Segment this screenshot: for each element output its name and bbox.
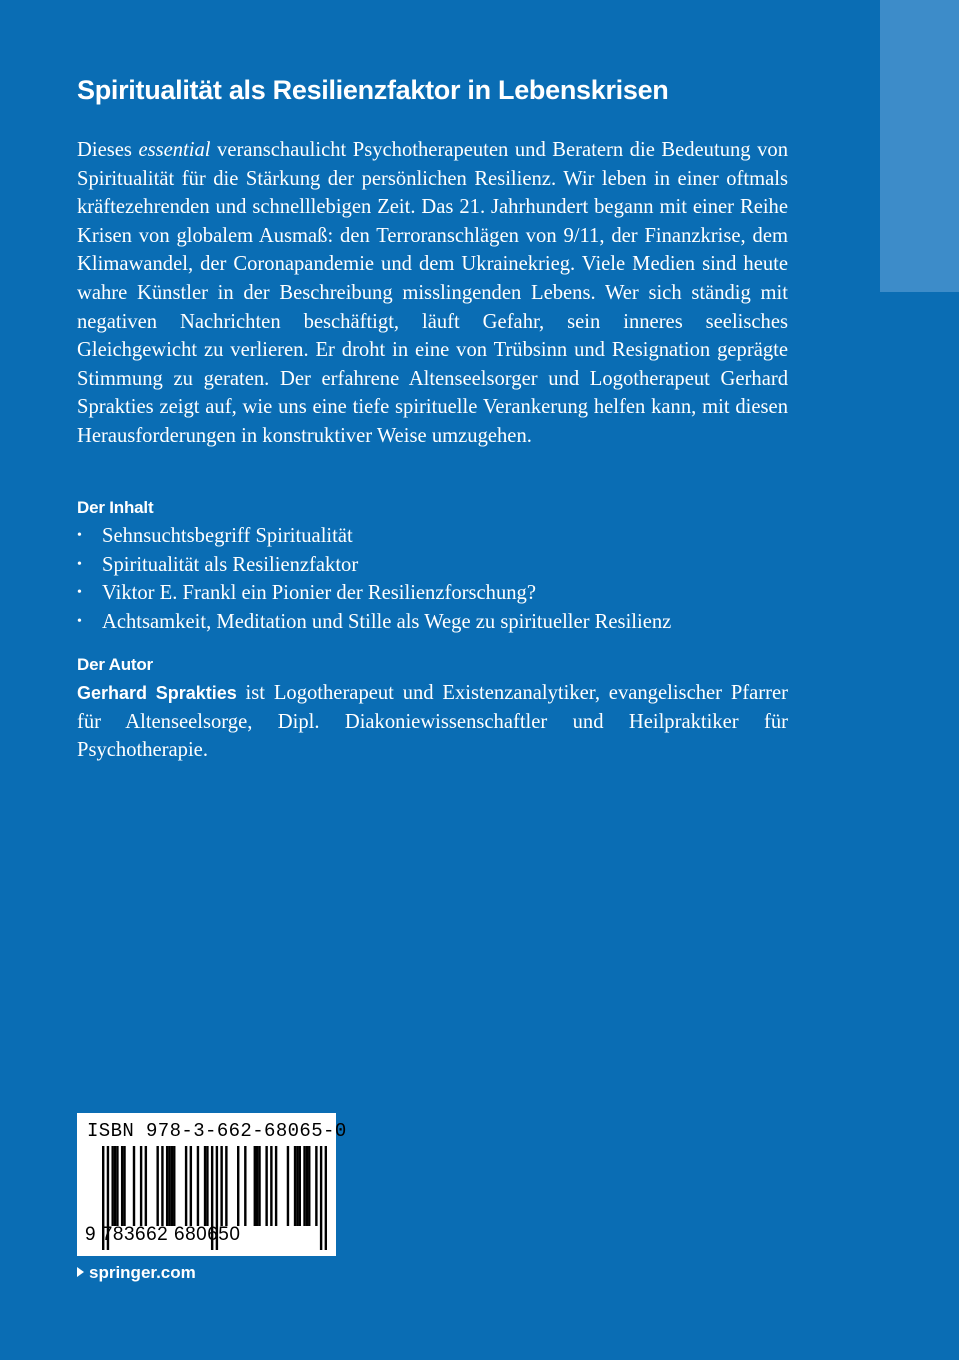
- barcode-bar: [296, 1146, 298, 1226]
- list-item-text: Spiritualität als Resilienzfaktor: [102, 553, 359, 576]
- barcode-bar: [320, 1146, 322, 1250]
- barcode-bar: [166, 1146, 168, 1226]
- barcode-bar: [258, 1146, 260, 1226]
- barcode-bar: [287, 1146, 289, 1226]
- barcode-bar: [123, 1146, 125, 1226]
- barcode-bar: [121, 1146, 123, 1226]
- spine-color-tab: [880, 0, 959, 292]
- barcode-bar: [111, 1146, 113, 1226]
- barcode-bar: [161, 1146, 163, 1226]
- arrow-right-icon: [77, 1267, 84, 1277]
- list-item: [77, 522, 671, 551]
- barcode-bar: [220, 1146, 222, 1226]
- barcode-bar: [171, 1146, 173, 1226]
- barcode-bar: [168, 1146, 170, 1226]
- barcode-bar: [114, 1146, 116, 1226]
- author-bio: [77, 679, 788, 765]
- contents-heading: Der Inhalt: [77, 498, 154, 517]
- barcode-bar: [237, 1146, 239, 1226]
- book-title: Spiritualität als Resilienzfaktor in Lebenskrisen: [77, 75, 669, 105]
- list-item: [77, 608, 671, 637]
- barcode-bar: [190, 1146, 192, 1226]
- description-text: veranschaulicht Psychotherapeuten und Beratern die Bedeutung von Spiritualität für die Stärkung der persönlichen Resilienz. Wir leben in einer oftmals kräftezehrenden und schnelllebigen Zeit. Das 21. Jahrhundert begann mit einer Reihe Krisen von globalem Ausmaß: den Terroranschlägen von 9/11, der Finanzkrise, dem Klimawandel, der Coronapandemie und dem Ukrainekrieg. Viele Medien sind heute wahre Künstler in der Beschreibung misslingenden Lebens. Wer sich ständig mit negativen Nachrichten beschäftigt, läuft Gefahr, sein inneres seelisches Gleichgewicht zu verlieren. Er droht in eine von Trübsinn und Resignation geprägte Stimmung zu geraten. Der erfahrene Altenseelsorger und Logotherapeut Gerhard Sprakties zeigt auf, wie uns eine tiefe spirituelle Verankerung helfen kann, mit diesen Herausforderungen in konstruktiver Weise umzugehen.: [77, 139, 788, 447]
- barcode-bar: [145, 1146, 147, 1226]
- barcode-bar: [303, 1146, 305, 1226]
- barcode-bar: [225, 1146, 227, 1226]
- barcode-bar: [156, 1146, 158, 1226]
- contents-list: [77, 522, 671, 636]
- list-item: [77, 551, 671, 580]
- barcode-bar: [206, 1146, 208, 1226]
- list-item-text: Viktor E. Frankl ein Pionier der Resilienzforschung?: [102, 582, 536, 605]
- barcode-bar: [265, 1146, 267, 1226]
- barcode-bar: [254, 1146, 256, 1226]
- barcode-digits: 9 783662 680650: [85, 1224, 241, 1245]
- barcode-bar: [133, 1146, 135, 1226]
- bullet-icon: •: [77, 585, 82, 601]
- bullet-icon: •: [77, 613, 82, 629]
- barcode-bar: [325, 1146, 327, 1250]
- barcode-bar: [204, 1146, 206, 1226]
- description-emphasis: essential: [138, 139, 211, 161]
- book-description: [77, 136, 788, 451]
- barcode-bar: [140, 1146, 142, 1226]
- barcode-bar: [197, 1146, 199, 1226]
- barcode-bar: [294, 1146, 296, 1226]
- publisher-url: springer.com: [89, 1263, 196, 1282]
- publisher-link[interactable]: [77, 1262, 196, 1284]
- author-bio-text: ist Logotherapeut und Existenzanalytiker, evangelischer Pfarrer für Altenseelsorge, Dipl. Diakoniewissenschaftler und Heilpraktiker für Psychotherapie.: [77, 682, 788, 762]
- isbn-label: ISBN 978-3-662-68065-0: [87, 1120, 347, 1142]
- barcode-bar: [306, 1146, 308, 1226]
- isbn-barcode: [77, 1113, 347, 1256]
- description-intro: Dieses: [77, 139, 139, 161]
- author-name: Gerhard Sprakties: [77, 683, 237, 703]
- list-item: [77, 579, 671, 608]
- bullet-icon: •: [77, 556, 82, 572]
- barcode-bar: [299, 1146, 301, 1226]
- bullet-icon: •: [77, 528, 82, 543]
- barcode-bar: [244, 1146, 246, 1226]
- barcode-bar: [308, 1146, 310, 1226]
- barcode-bar: [270, 1146, 272, 1226]
- barcode-bar: [116, 1146, 118, 1226]
- barcode-bar: [275, 1146, 277, 1226]
- author-heading: Der Autor: [77, 655, 153, 674]
- barcode-bar: [185, 1146, 187, 1226]
- barcode-bar: [173, 1146, 175, 1226]
- list-item-text: Achtsamkeit, Meditation und Stille als Wege zu spiritueller Resilienz: [102, 610, 672, 633]
- list-item-text: Sehnsuchtsbegriff Spiritualität: [102, 525, 353, 547]
- barcode-bar: [315, 1146, 317, 1226]
- barcode-bar: [256, 1146, 258, 1226]
